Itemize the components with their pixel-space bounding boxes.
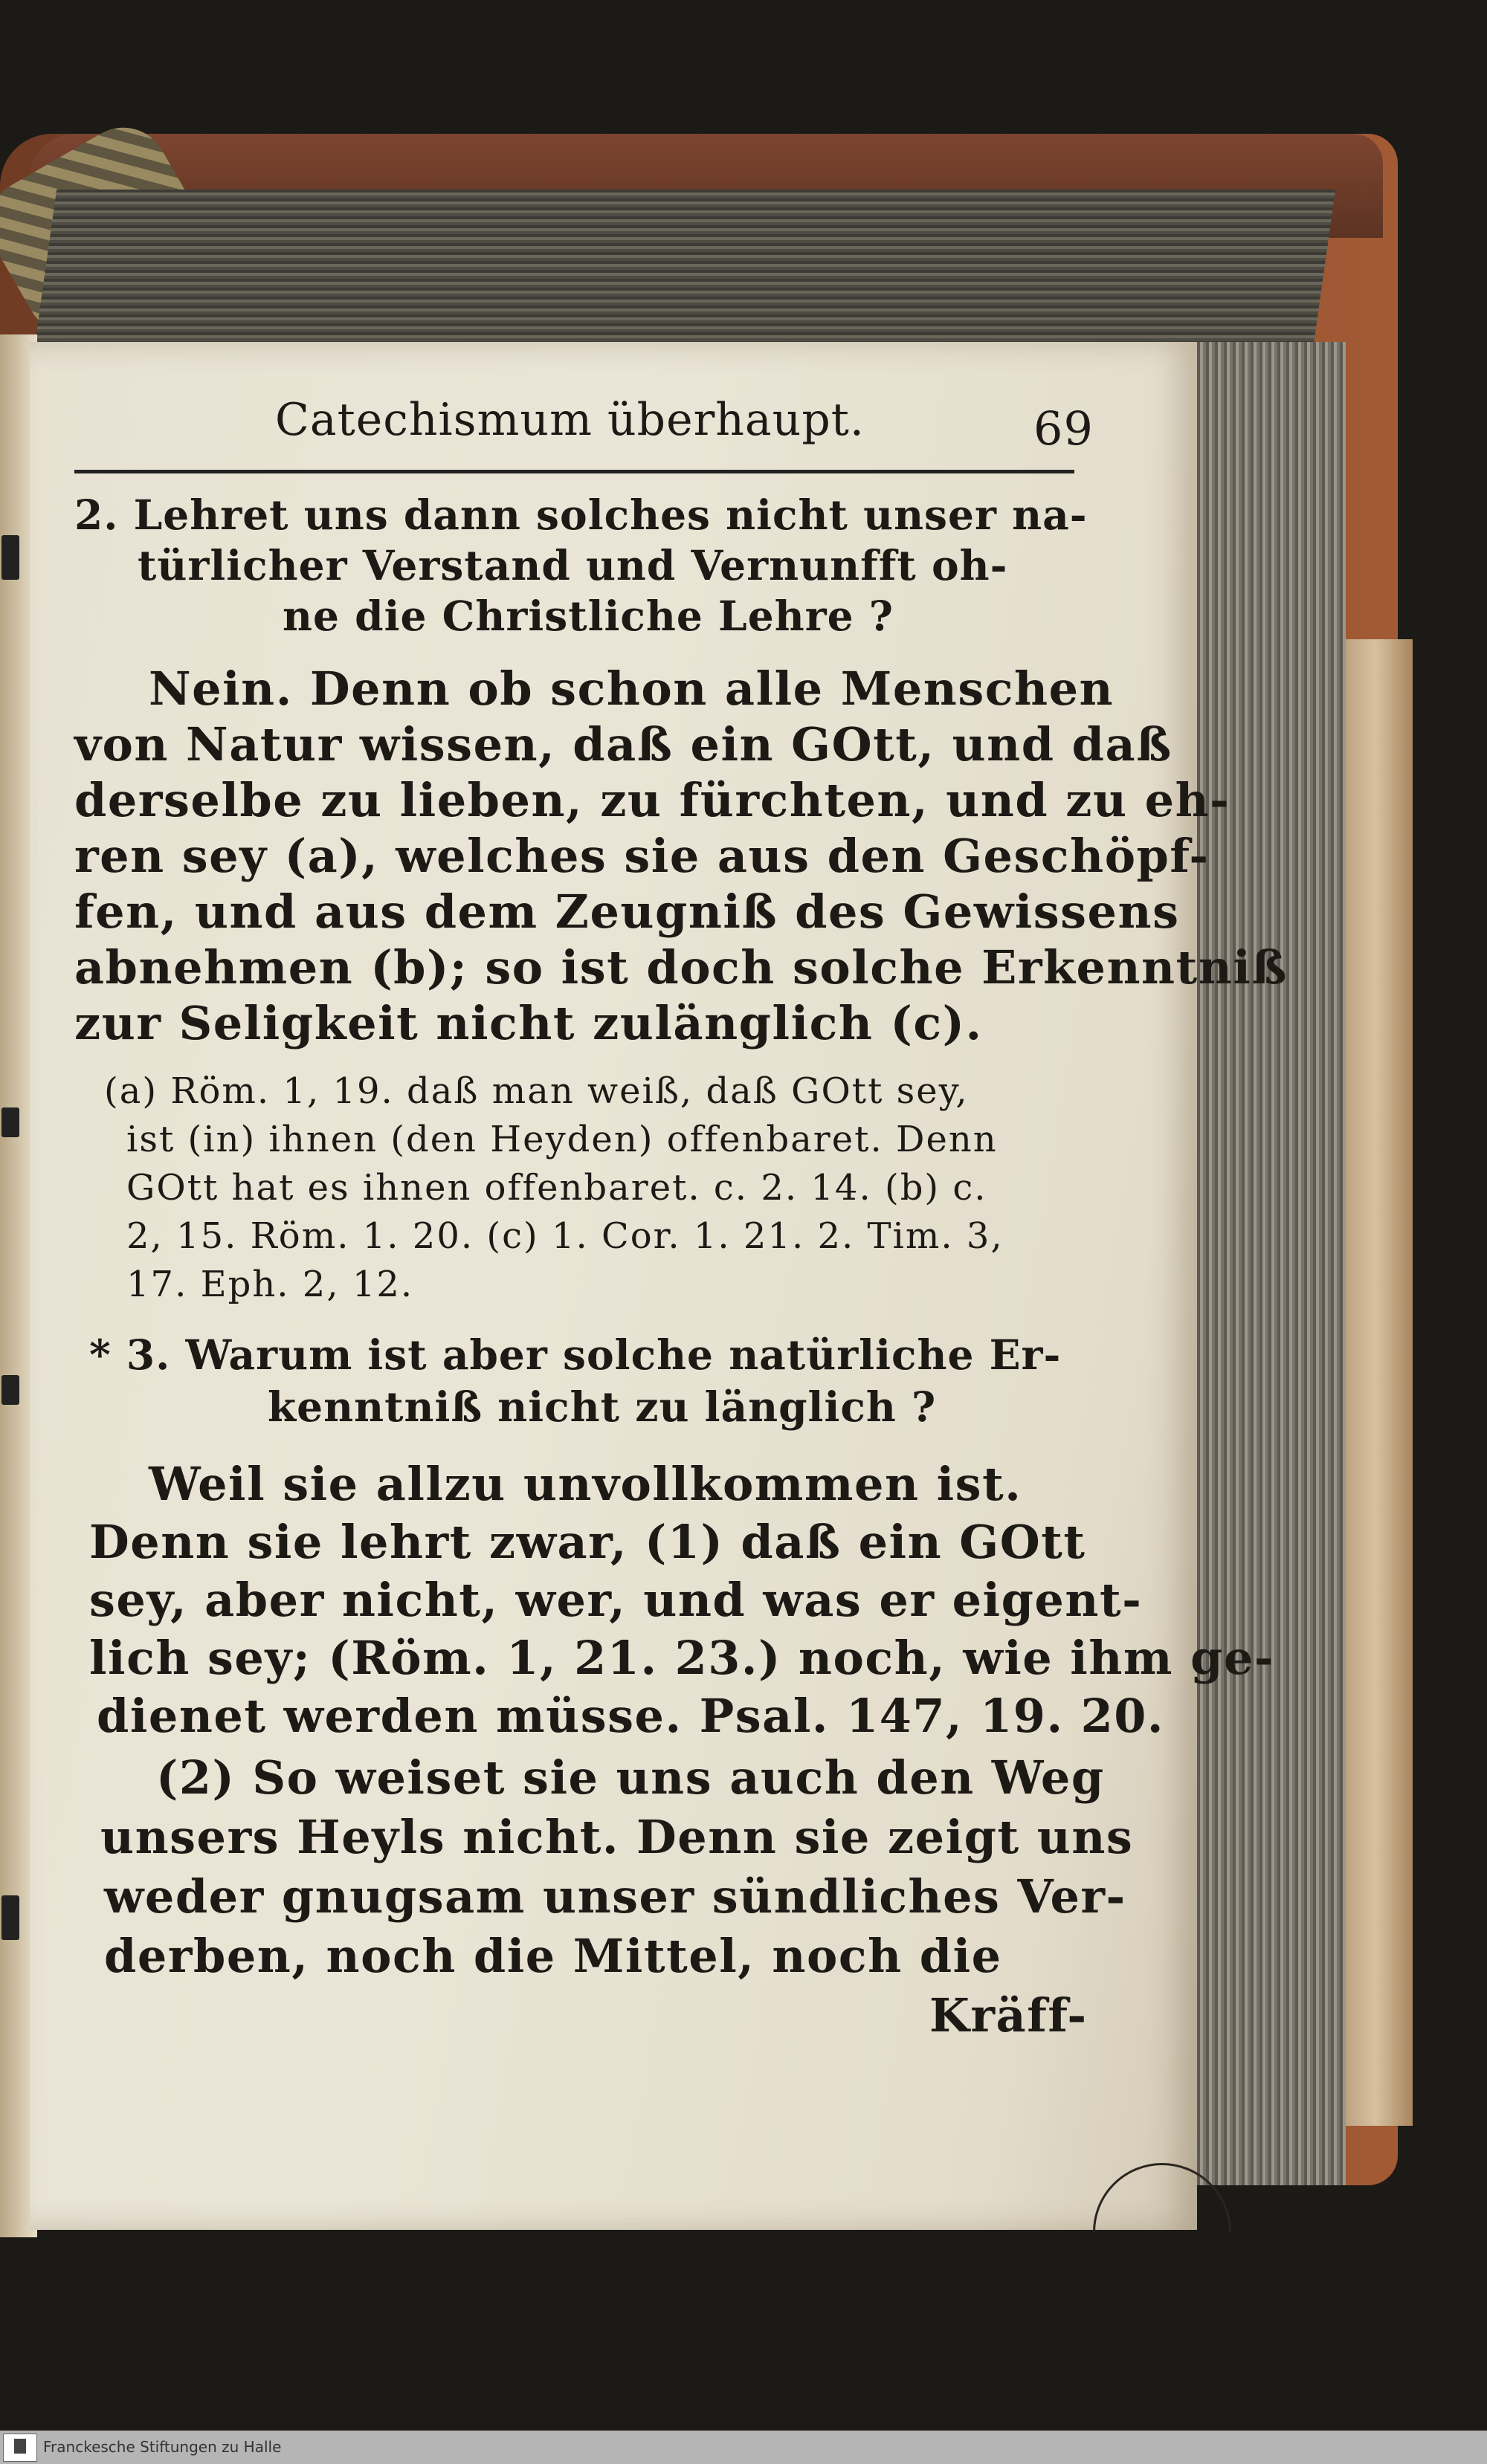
- header-title: Catechismum überhaupt.: [275, 394, 865, 446]
- ink-mark: [1, 535, 19, 580]
- footnote-line: ist (in) ihnen (den Heyden) offenbaret. Denn: [126, 1119, 998, 1160]
- answer-line: von Natur wissen, daß ein GOtt, und daß: [74, 717, 1172, 772]
- answer-line: lich sey; (Röm. 1, 21. 23.) noch, wie ihm ge-: [89, 1631, 1275, 1685]
- footer-bar: [0, 2431, 1487, 2464]
- page-edges-top: [33, 190, 1335, 360]
- answer-line: derselbe zu lieben, zu fürchten, und zu eh-: [74, 773, 1230, 827]
- ink-mark: [1, 1375, 19, 1405]
- footnote-line: 17. Eph. 2, 12.: [126, 1264, 414, 1305]
- answer-line: unsers Heyls nicht. Denn sie zeigt uns: [100, 1810, 1134, 1864]
- ink-mark: [1, 1895, 19, 1940]
- answer-line: (2) So weiset sie uns auch den Weg: [156, 1750, 1105, 1805]
- answer-line: abnehmen (b); so ist doch solche Erkenntniß: [74, 940, 1288, 995]
- question-line: ne die Christliche Lehre ?: [283, 592, 894, 640]
- answer-line: zur Seligkeit nicht zulänglich (c).: [74, 996, 983, 1050]
- answer-line: fen, und aus dem Zeugniß des Gewissens: [74, 885, 1180, 939]
- page-content: [30, 342, 1288, 2230]
- answer-line: Nein. Denn ob schon alle Menschen: [149, 662, 1115, 716]
- page: [30, 342, 1288, 2230]
- answer-line: dienet werden müsse. Psal. 147, 19. 20.: [97, 1689, 1164, 1743]
- answer-line: sey, aber nicht, wer, und was er eigent-: [89, 1573, 1143, 1627]
- footnote-line: GOtt hat es ihnen offenbaret. c. 2. 14. (b) c.: [126, 1167, 987, 1209]
- question-line: türlicher Verstand und Vernunfft oh-: [138, 541, 1008, 589]
- answer-line: ren sey (a), welches sie aus den Geschöpf-: [74, 829, 1210, 883]
- running-header: [245, 394, 1123, 461]
- answer-line: Weil sie allzu unvollkommen ist.: [149, 1457, 1022, 1511]
- page-edges-right: [1197, 342, 1346, 2185]
- logo-mark: [14, 2439, 26, 2454]
- catchword: Kräff-: [929, 1988, 1088, 2043]
- question-line: * 3. Warum ist aber solche natürliche Er-: [89, 1330, 1062, 1379]
- answer-line: derben, noch die Mittel, noch die: [104, 1929, 1002, 1983]
- fore-edge: [1338, 639, 1413, 2126]
- footnote-line: (a) Röm. 1, 19. daß man weiß, daß GOtt sey,: [104, 1070, 969, 1112]
- answer-line: Denn sie lehrt zwar, (1) daß ein GOtt: [89, 1515, 1086, 1569]
- footnote-line: 2, 15. Röm. 1. 20. (c) 1. Cor. 1. 21. 2. Tim. 3,: [126, 1215, 1004, 1257]
- header-rule: [74, 470, 1074, 473]
- footer-credit: Franckesche Stiftungen zu Halle: [43, 2438, 282, 2456]
- answer-line: weder gnugsam unser sündliches Ver-: [104, 1869, 1126, 1924]
- question-line: 2. Lehret uns dann solches nicht unser na-: [74, 491, 1088, 539]
- ink-mark: [1, 1107, 19, 1137]
- library-stamp: [1093, 2163, 1231, 2301]
- institution-logo-icon: [3, 2434, 37, 2462]
- question-line: kenntniß nicht zu länglich ?: [268, 1383, 937, 1431]
- page-number: 69: [1033, 401, 1094, 456]
